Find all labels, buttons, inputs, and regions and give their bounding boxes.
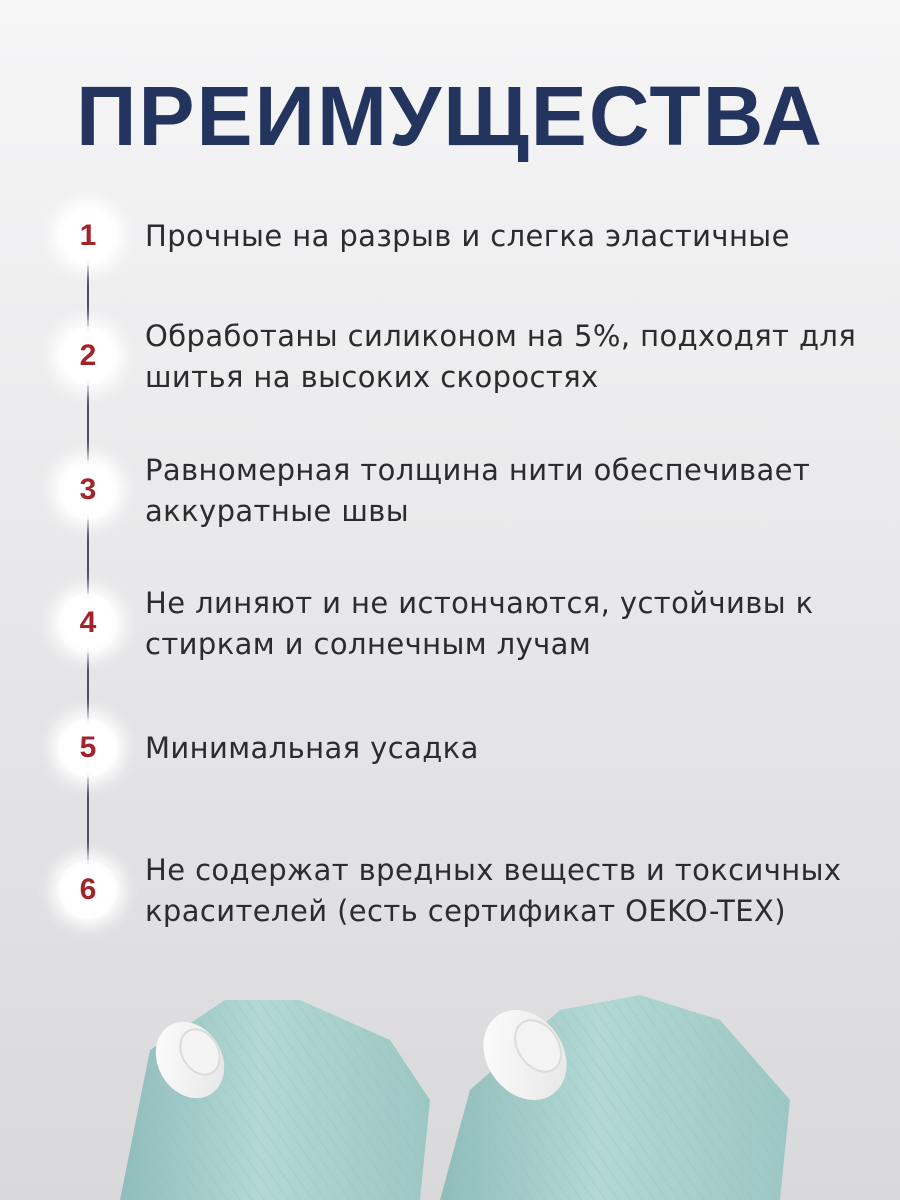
thread-spool-right xyxy=(440,994,790,1200)
number-badge: 3 xyxy=(58,460,118,520)
number-badge: 5 xyxy=(58,718,118,778)
number-badge: 1 xyxy=(58,206,118,266)
thread-spools-image xyxy=(0,980,900,1200)
item-text: Минимальная усадка xyxy=(145,731,479,765)
item-text: Равномерная толщина нити обеспечивает аккуратные швы xyxy=(145,453,811,528)
number-badge: 6 xyxy=(58,860,118,920)
number-badge: 4 xyxy=(58,593,118,653)
number-badge: 2 xyxy=(58,326,118,386)
item-text: Не линяют и не истончаются, устойчивы к стиркам и солнечным лучам xyxy=(145,586,814,661)
item-text: Не содержат вредных веществ и токсичных красителей (есть сертификат OEKO-TEX) xyxy=(145,853,842,928)
page-title: ПРЕИМУЩЕСТВА xyxy=(76,69,824,163)
item-text: Прочные на разрыв и слегка эластичные xyxy=(145,219,790,253)
item-text: Обработаны силиконом на 5%, подходят для шитья на высоких скоростях xyxy=(145,319,857,394)
thread-spool-left xyxy=(120,1000,430,1200)
